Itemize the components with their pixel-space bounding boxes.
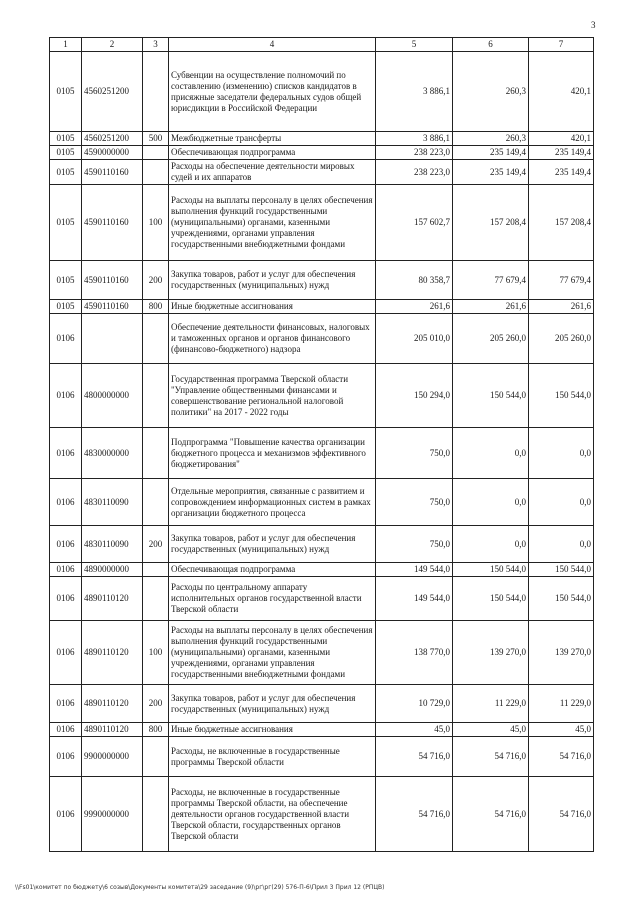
cell-c6: 54 716,0 — [453, 777, 529, 852]
cell-c5: 45,0 — [376, 723, 453, 737]
cell-c2 — [82, 314, 143, 364]
cell-c1: 0106 — [50, 723, 82, 737]
cell-c6: 150 544,0 — [453, 364, 529, 428]
cell-c1: 0106 — [50, 621, 82, 685]
cell-c7: 54 716,0 — [529, 737, 594, 777]
cell-c4: Расходы на выплаты персоналу в целях обеспечения выполнения функций государственными (муниципальными) органами, казенными учреждениями, органами управления государственными внебюджетными фондами — [169, 185, 376, 261]
cell-c5: 149 544,0 — [376, 563, 453, 577]
cell-c6: 77 679,4 — [453, 261, 529, 300]
cell-c5: 149 544,0 — [376, 577, 453, 621]
table-row — [50, 132, 594, 146]
cell-c3 — [143, 364, 169, 428]
table-row — [50, 185, 594, 261]
cell-c3 — [143, 577, 169, 621]
table-row — [50, 777, 594, 852]
cell-c6: 54 716,0 — [453, 737, 529, 777]
cell-c5: 238 223,0 — [376, 160, 453, 185]
cell-c2: 4590110160 — [82, 160, 143, 185]
cell-c7: 420,1 — [529, 132, 594, 146]
cell-c5: 157 602,7 — [376, 185, 453, 261]
cell-c1: 0106 — [50, 777, 82, 852]
cell-c5: 205 010,0 — [376, 314, 453, 364]
cell-c6: 0,0 — [453, 526, 529, 563]
cell-c5: 261,6 — [376, 300, 453, 314]
cell-c6: 235 149,4 — [453, 146, 529, 160]
cell-c3 — [143, 314, 169, 364]
table-row — [50, 526, 594, 563]
cell-c7: 261,6 — [529, 300, 594, 314]
cell-c3: 800 — [143, 300, 169, 314]
cell-c4: Государственная программа Тверской области "Управление общественными финансами и совершенствование региональной налоговой политики" на 2017 - 2022 годы — [169, 364, 376, 428]
cell-c4: Расходы на выплаты персоналу в целях обеспечения выполнения функций государственными (муниципальными) органами, казенными учреждениями, органами управления государственными внебюджетными фондами — [169, 621, 376, 685]
cell-c1: 0106 — [50, 479, 82, 526]
cell-c1: 0106 — [50, 563, 82, 577]
cell-c4: Закупка товаров, работ и услуг для обеспечения государственных (муниципальных) нужд — [169, 261, 376, 300]
cell-c7: 0,0 — [529, 526, 594, 563]
cell-c1: 0106 — [50, 577, 82, 621]
cell-c4: Субвенции на осуществление полномочий по составлению (изменению) списков кандидатов в присяжные заседатели федеральных судов общей юрисдикции в Российской Федерации — [169, 52, 376, 132]
cell-c7: 150 544,0 — [529, 364, 594, 428]
cell-c5: 3 886,1 — [376, 132, 453, 146]
cell-c1: 0106 — [50, 428, 82, 479]
table-row — [50, 563, 594, 577]
cell-c7: 235 149,4 — [529, 160, 594, 185]
cell-c2: 4890110120 — [82, 621, 143, 685]
cell-c7: 157 208,4 — [529, 185, 594, 261]
cell-c6: 235 149,4 — [453, 160, 529, 185]
table-row — [50, 577, 594, 621]
table-header-row — [50, 38, 594, 52]
cell-c5: 138 770,0 — [376, 621, 453, 685]
cell-c7: 150 544,0 — [529, 563, 594, 577]
cell-c1: 0106 — [50, 737, 82, 777]
cell-c4: Иные бюджетные ассигнования — [169, 723, 376, 737]
table-row — [50, 300, 594, 314]
cell-c6: 0,0 — [453, 428, 529, 479]
cell-c3 — [143, 160, 169, 185]
page-number: 3 — [591, 20, 596, 30]
cell-c7: 205 260,0 — [529, 314, 594, 364]
cell-c3 — [143, 563, 169, 577]
header-col-7: 7 — [529, 38, 594, 52]
cell-c3 — [143, 428, 169, 479]
cell-c2: 4830110090 — [82, 526, 143, 563]
cell-c5: 238 223,0 — [376, 146, 453, 160]
cell-c2: 4830110090 — [82, 479, 143, 526]
cell-c5: 750,0 — [376, 479, 453, 526]
cell-c3: 200 — [143, 526, 169, 563]
cell-c4: Расходы по центральному аппарату исполнительных органов государственной власти Тверской области — [169, 577, 376, 621]
table-row — [50, 261, 594, 300]
table-row — [50, 314, 594, 364]
header-col-6: 6 — [453, 38, 529, 52]
cell-c6: 260,3 — [453, 52, 529, 132]
cell-c7: 420,1 — [529, 52, 594, 132]
header-col-5: 5 — [376, 38, 453, 52]
cell-c7: 0,0 — [529, 428, 594, 479]
cell-c4: Обеспечивающая подпрограмма — [169, 146, 376, 160]
cell-c3 — [143, 146, 169, 160]
cell-c2: 4560251200 — [82, 132, 143, 146]
cell-c2: 4890110120 — [82, 577, 143, 621]
cell-c4: Межбюджетные трансферты — [169, 132, 376, 146]
cell-c7: 235 149,4 — [529, 146, 594, 160]
cell-c5: 750,0 — [376, 526, 453, 563]
cell-c6: 11 229,0 — [453, 685, 529, 723]
cell-c2: 4890000000 — [82, 563, 143, 577]
cell-c6: 0,0 — [453, 479, 529, 526]
cell-c1: 0105 — [50, 52, 82, 132]
cell-c6: 150 544,0 — [453, 563, 529, 577]
cell-c2: 4800000000 — [82, 364, 143, 428]
cell-c2: 4560251200 — [82, 52, 143, 132]
cell-c4: Подпрограмма "Повышение качества организации бюджетного процесса и механизмов эффективного бюджетирования" — [169, 428, 376, 479]
cell-c5: 750,0 — [376, 428, 453, 479]
cell-c1: 0106 — [50, 685, 82, 723]
file-path-footer: \\Fs01\комитет по бюджету\6 созыв\Документы комитета\29 заседание (9)\рг\рг(29) 576-П-6\Прил 3 Прил 12 (РПЦВ) — [15, 884, 385, 891]
cell-c4: Обеспечивающая подпрограмма — [169, 563, 376, 577]
cell-c1: 0105 — [50, 185, 82, 261]
cell-c6: 150 544,0 — [453, 577, 529, 621]
cell-c1: 0106 — [50, 364, 82, 428]
cell-c2: 4830000000 — [82, 428, 143, 479]
table-row — [50, 160, 594, 185]
cell-c7: 0,0 — [529, 479, 594, 526]
cell-c2: 4590110160 — [82, 185, 143, 261]
cell-c7: 45,0 — [529, 723, 594, 737]
cell-c7: 139 270,0 — [529, 621, 594, 685]
cell-c3: 100 — [143, 621, 169, 685]
cell-c6: 157 208,4 — [453, 185, 529, 261]
cell-c2: 4890110120 — [82, 723, 143, 737]
cell-c6: 45,0 — [453, 723, 529, 737]
cell-c6: 261,6 — [453, 300, 529, 314]
cell-c1: 0106 — [50, 314, 82, 364]
cell-c5: 80 358,7 — [376, 261, 453, 300]
cell-c3: 200 — [143, 261, 169, 300]
cell-c5: 150 294,0 — [376, 364, 453, 428]
cell-c3: 800 — [143, 723, 169, 737]
cell-c2: 4890110120 — [82, 685, 143, 723]
cell-c4: Расходы на обеспечение деятельности мировых судей и их аппаратов — [169, 160, 376, 185]
cell-c7: 150 544,0 — [529, 577, 594, 621]
cell-c3: 500 — [143, 132, 169, 146]
cell-c6: 205 260,0 — [453, 314, 529, 364]
cell-c5: 54 716,0 — [376, 777, 453, 852]
cell-c1: 0105 — [50, 146, 82, 160]
table-body — [50, 52, 594, 852]
table-row — [50, 52, 594, 132]
cell-c7: 54 716,0 — [529, 777, 594, 852]
budget-table — [49, 37, 594, 852]
cell-c2: 4590110160 — [82, 300, 143, 314]
cell-c6: 139 270,0 — [453, 621, 529, 685]
table-row — [50, 146, 594, 160]
table-row — [50, 685, 594, 723]
cell-c1: 0105 — [50, 261, 82, 300]
cell-c5: 3 886,1 — [376, 52, 453, 132]
cell-c1: 0105 — [50, 160, 82, 185]
cell-c4: Закупка товаров, работ и услуг для обеспечения государственных (муниципальных) нужд — [169, 526, 376, 563]
cell-c7: 77 679,4 — [529, 261, 594, 300]
cell-c5: 10 729,0 — [376, 685, 453, 723]
cell-c4: Расходы, не включенные в государственные программы Тверской области, на обеспечение деятельности органов государственной власти Тверской области, государственных органов Тверской области — [169, 777, 376, 852]
header-col-2: 2 — [82, 38, 143, 52]
table-row — [50, 621, 594, 685]
cell-c3 — [143, 737, 169, 777]
cell-c2: 4590110160 — [82, 261, 143, 300]
cell-c3: 100 — [143, 185, 169, 261]
table-row — [50, 428, 594, 479]
cell-c3 — [143, 777, 169, 852]
cell-c2: 9900000000 — [82, 737, 143, 777]
cell-c4: Обеспечение деятельности финансовых, налоговых и таможенных органов и органов финансового (финансово-бюджетного) надзора — [169, 314, 376, 364]
table-row — [50, 479, 594, 526]
cell-c3 — [143, 52, 169, 132]
cell-c4: Закупка товаров, работ и услуг для обеспечения государственных (муниципальных) нужд — [169, 685, 376, 723]
cell-c3: 200 — [143, 685, 169, 723]
cell-c6: 260,3 — [453, 132, 529, 146]
cell-c1: 0106 — [50, 526, 82, 563]
cell-c2: 4590000000 — [82, 146, 143, 160]
cell-c4: Отдельные мероприятия, связанные с развитием и сопровождением информационных систем в рамках организации бюджетного процесса — [169, 479, 376, 526]
cell-c1: 0105 — [50, 132, 82, 146]
cell-c3 — [143, 479, 169, 526]
table-row — [50, 723, 594, 737]
table-row — [50, 364, 594, 428]
cell-c4: Иные бюджетные ассигнования — [169, 300, 376, 314]
cell-c5: 54 716,0 — [376, 737, 453, 777]
header-col-1: 1 — [50, 38, 82, 52]
cell-c2: 9990000000 — [82, 777, 143, 852]
header-col-4: 4 — [169, 38, 376, 52]
cell-c4: Расходы, не включенные в государственные программы Тверской области — [169, 737, 376, 777]
header-col-3: 3 — [143, 38, 169, 52]
cell-c1: 0105 — [50, 300, 82, 314]
cell-c7: 11 229,0 — [529, 685, 594, 723]
table-row — [50, 737, 594, 777]
